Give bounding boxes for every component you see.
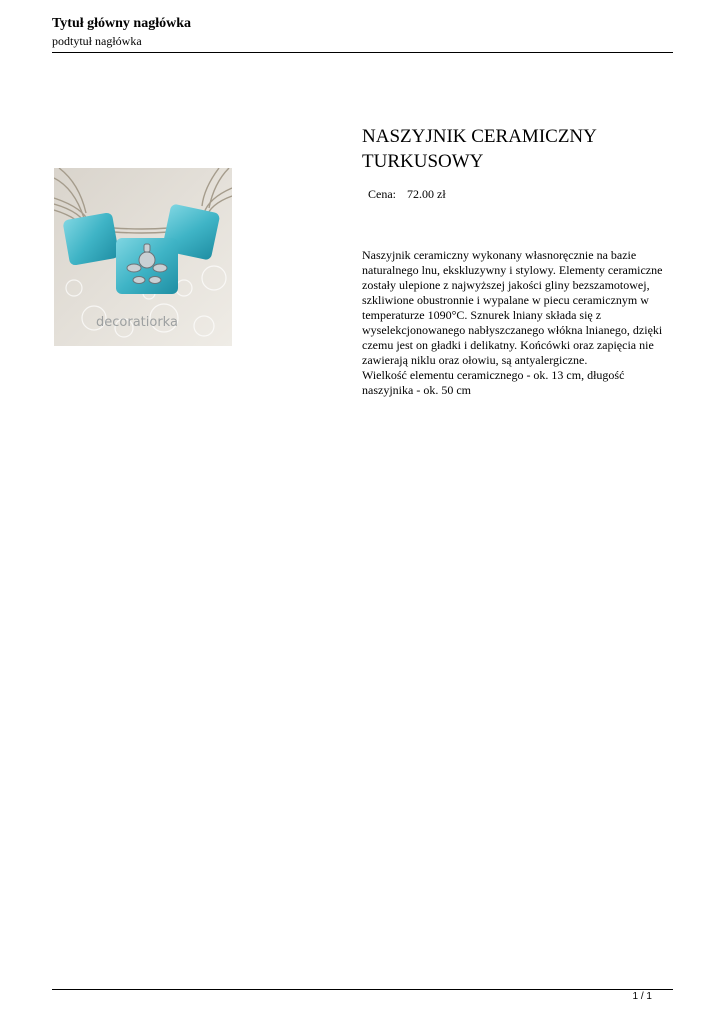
product-description	[362, 248, 672, 398]
header-subtitle: podtytuł nagłówka	[52, 34, 142, 48]
price-value: 72.00 zł	[407, 187, 446, 201]
header-divider	[52, 52, 673, 53]
header-title: Tytuł główny nagłówka	[52, 16, 191, 31]
product-title: NASZYJNIK CERAMICZNY TURKUSOWY	[362, 126, 597, 172]
product-image	[54, 168, 232, 346]
page-number: 1 / 1	[632, 991, 652, 1002]
price-label: Cena:	[368, 187, 396, 201]
footer-divider	[52, 989, 673, 990]
price-row	[368, 187, 454, 202]
description-paragraph: Naszyjnik ceramiczny wykonany własnoręcznie na bazie naturalnego lnu, ekskluzywny i stylowy. Elementy ceramiczne zostały ulepione z najwyższej jakości gliny bezszamotowej, szkliwione obustronnie i wypalane w piecu ceramicznym w temperaturze 1090°C. Sznurek lniany składa się z wyselekcjonowanego nabłyszczanego włókna lnianego, dzięki czemu jest on gładki i delikatny. Końcówki oraz zapięcia nie zawierają niklu oraz ołowiu, są antyalergiczne.	[362, 248, 663, 367]
watermark-logo: decoratiorka	[96, 315, 178, 330]
description-size-line: Wielkość elementu ceramicznego - ok. 13 cm, długość naszyjnika - ok. 50 cm	[362, 368, 625, 397]
